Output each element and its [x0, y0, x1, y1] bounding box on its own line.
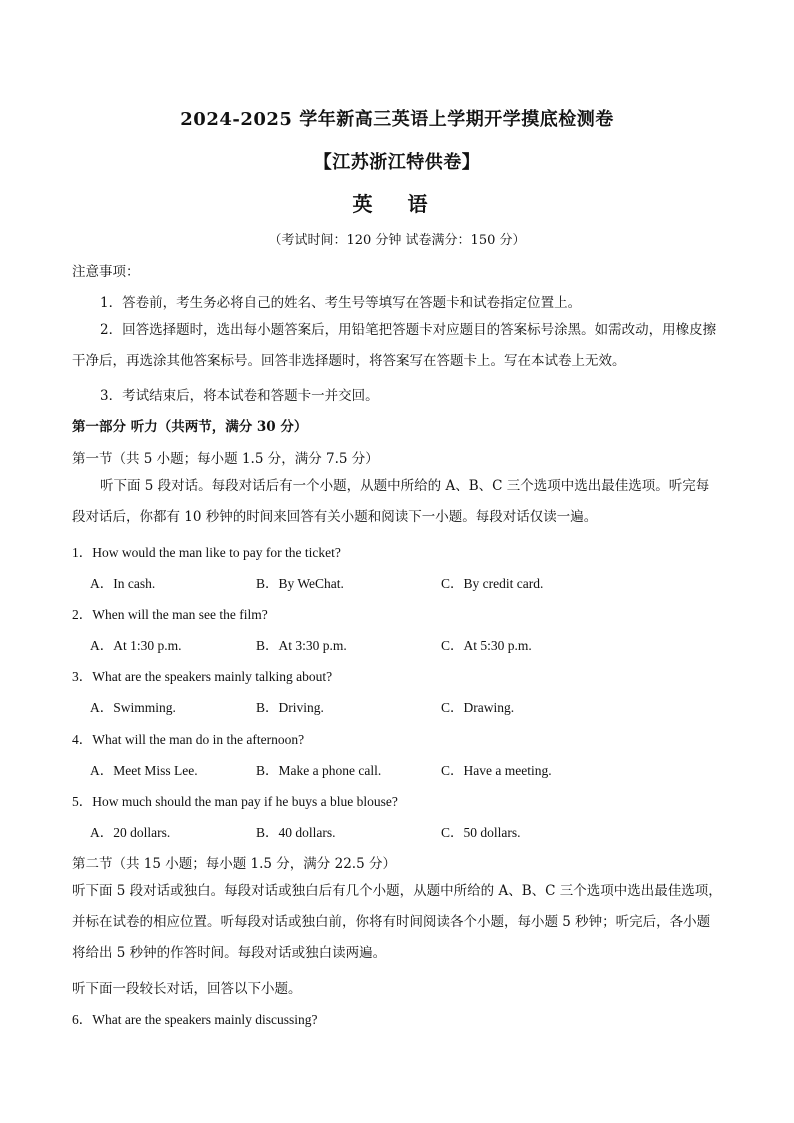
notice-item-1: 1．答卷前，考生务必将自己的姓名、考生号等填写在答题卡和试卷指定位置上。 [100, 295, 582, 311]
exam-title: 2024-2025 学年新高三英语上学期开学摸底检测卷 [180, 109, 614, 130]
notice-item-3: 3．考试结束后，将本试卷和答题卡一并交回。 [100, 388, 379, 404]
question-1: 1．How would the man like to pay for the ticket? [72, 545, 341, 560]
question-5-option-a: A．20 dollars. [90, 825, 171, 840]
question-4-option-b: B．Make a phone call. [256, 763, 382, 778]
question-2: 2．When will the man see the film? [72, 607, 268, 622]
question-5-option-c: C．50 dollars. [441, 825, 521, 840]
question-5-option-b: B．40 dollars. [256, 825, 336, 840]
exam-subtitle: 【江苏浙江特供卷】 [313, 152, 481, 173]
part1-heading: 第一部分 听力（共两节，满分 30 分） [72, 419, 308, 435]
question-3-option-b: B．Driving. [256, 700, 324, 715]
question-4: 4．What will the man do in the afternoon? [72, 732, 305, 747]
question-5: 5．How much should the man pay if he buys a blue blouse? [72, 794, 398, 809]
question-3-option-a: A．Swimming. [90, 700, 176, 715]
question-2-option-a: A．At 1:30 p.m. [90, 638, 182, 653]
question-4-option-c: C．Have a meeting. [441, 763, 552, 778]
notice-heading: 注意事项： [72, 264, 140, 280]
question-2-option-c: C．At 5:30 p.m. [441, 638, 532, 653]
exam-info: （考试时间：120 分钟 试卷满分：150 分） [268, 233, 526, 248]
section2-instructions: 听下面 5 段对话或独白。每段对话或独白后有几个小题，从题中所给的 A、B、C 三个选项中选出最佳选项，并标在试卷的相应位置。听每段对话或独白前，你将有时间阅读各个小题，每小题 5 秒钟；听完后，各小题将给出 5 秒钟的作答时间。每段对话或独白读两遍。 [72, 883, 722, 961]
question-2-option-b: B．At 3:30 p.m. [256, 638, 347, 653]
question-4-option-a: A．Meet Miss Lee. [90, 763, 198, 778]
question-1-option-c: C．By credit card. [441, 576, 544, 591]
question-3: 3．What are the speakers mainly talking about? [72, 669, 333, 684]
question-6: 6．What are the speakers mainly discussing? [72, 1012, 318, 1027]
section1-instructions: 听下面 5 段对话。每段对话后有一个小题，从题中所给的 A、B、C 三个选项中选出最佳选项。听完每段对话后，你都有 10 秒钟的时间来回答有关小题和阅读下一小题。每段对话仅读一遍。 [72, 478, 710, 525]
question-1-option-b: B．By WeChat. [256, 576, 344, 591]
section2-heading: 第二节（共 15 小题；每小题 1.5 分，满分 22.5 分） [72, 856, 396, 872]
subject-title: 英 语 [352, 192, 442, 216]
notice-item-2: 2．回答选择题时，选出每小题答案后，用铅笔把答题卡对应题目的答案标号涂黑。如需改动，用橡皮擦干净后，再选涂其他答案标号。回答非选择题时，将答案写在答题卡上。写在本试卷上无效。 [72, 322, 717, 369]
section1-heading: 第一节（共 5 小题；每小题 1.5 分，满分 7.5 分） [72, 451, 379, 467]
section2-lead: 听下面一段较长对话，回答以下小题。 [72, 981, 302, 997]
question-3-option-c: C．Drawing. [441, 700, 515, 715]
question-1-option-a: A．In cash. [90, 576, 156, 591]
